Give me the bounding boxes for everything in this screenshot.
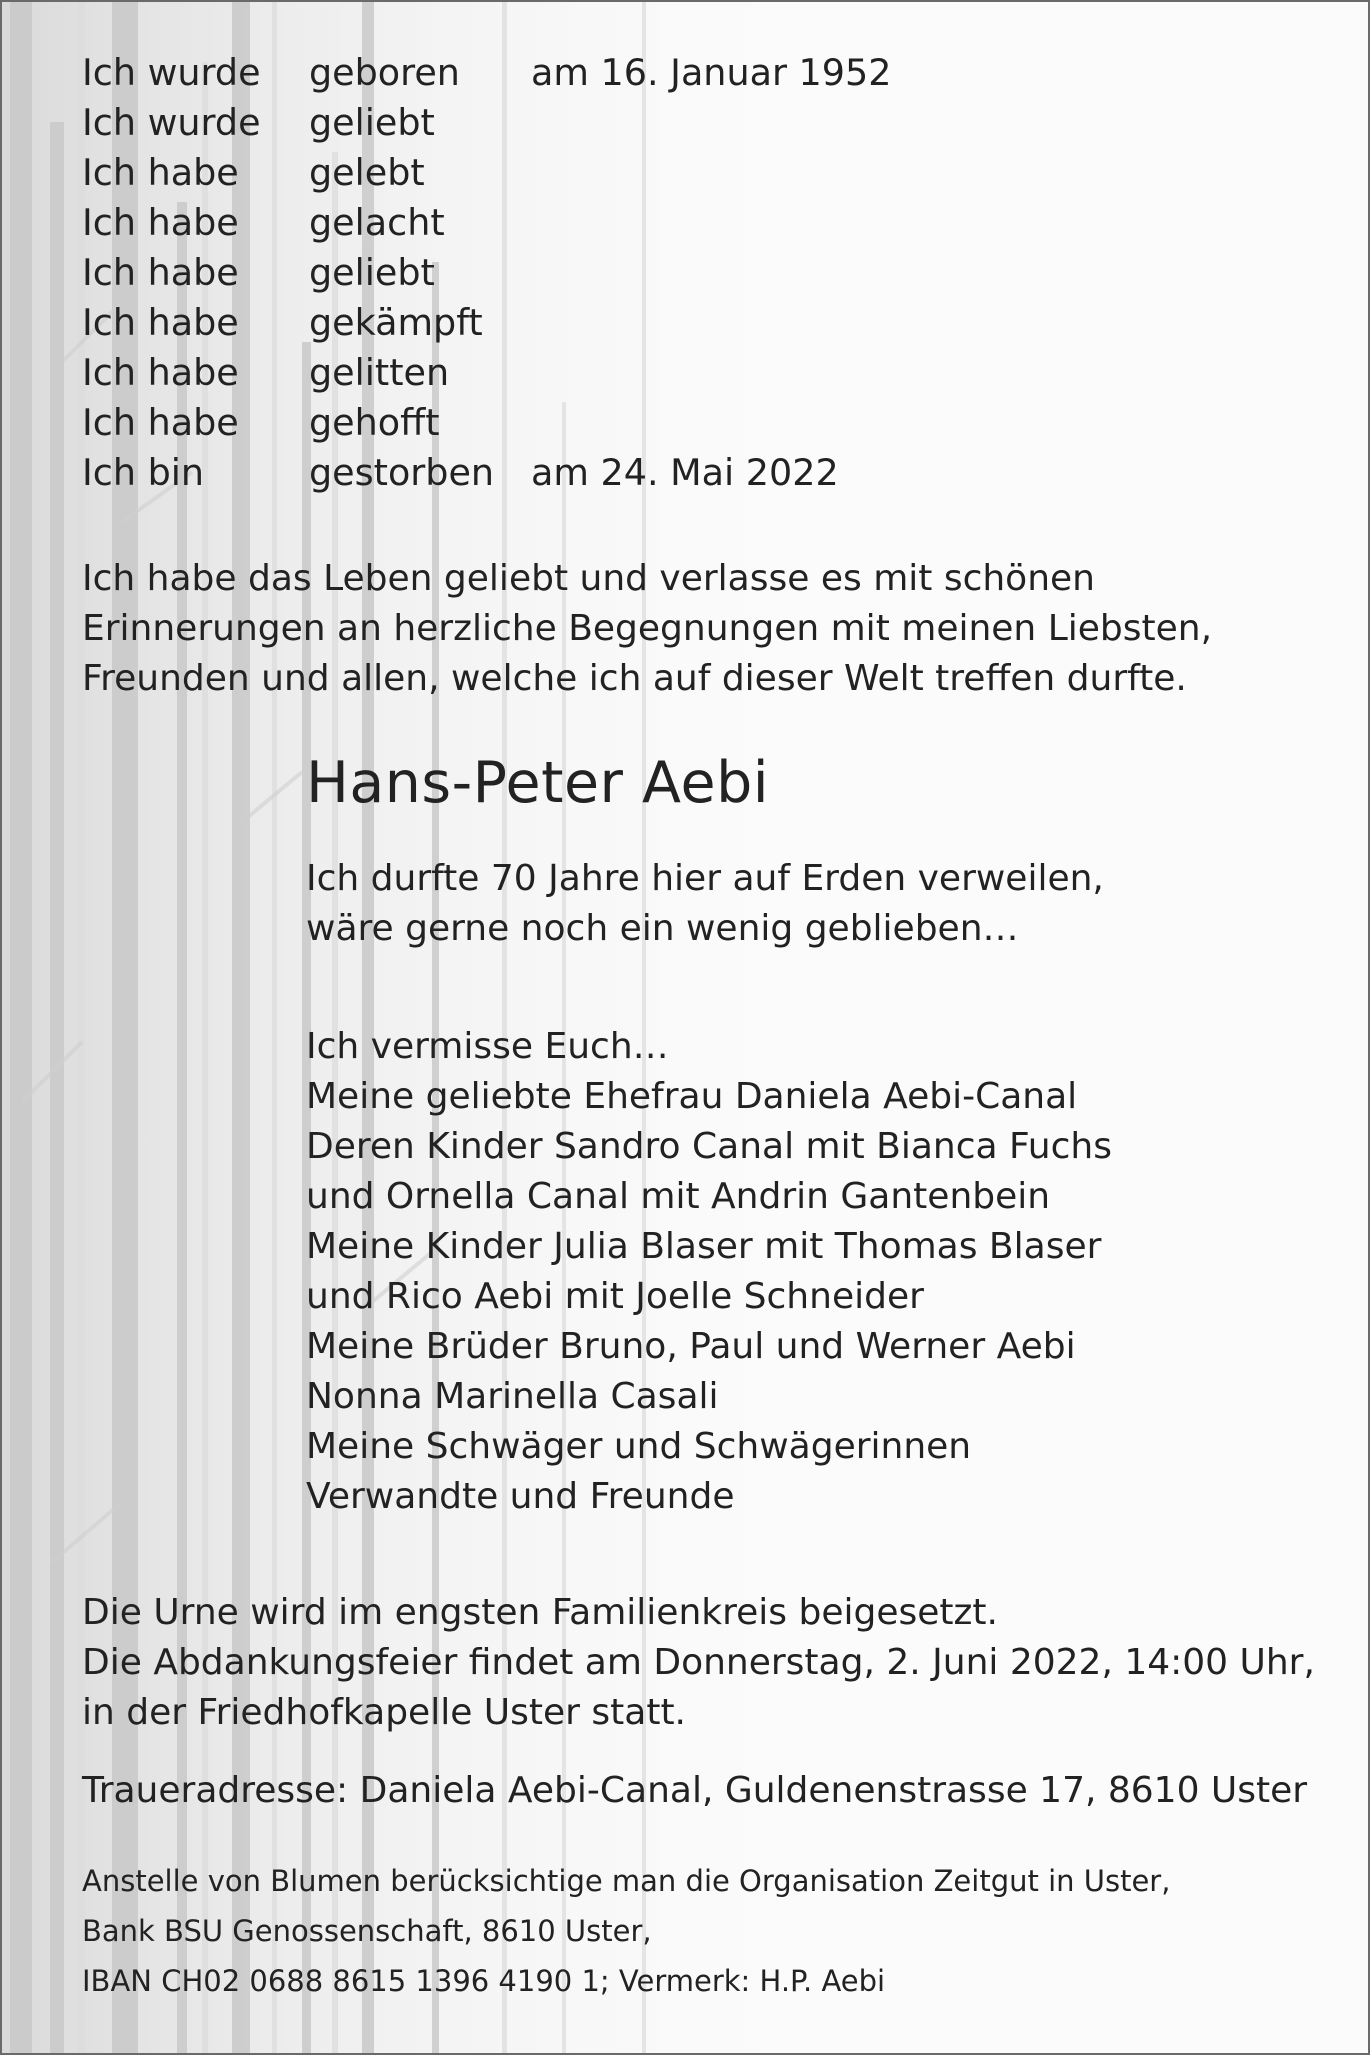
- poem-line: [82, 248, 891, 298]
- poem-verb: gelitten: [309, 351, 450, 394]
- poem-line: [82, 48, 891, 98]
- deceased-name: Hans-Peter Aebi: [306, 750, 770, 816]
- intro-line: Erinnerungen an herzliche Begegnungen mit meinen Liebsten,: [82, 608, 1213, 649]
- family-line: Deren Kinder Sandro Canal mit Bianca Fuchs: [306, 1126, 1112, 1167]
- burial-notice: [82, 1588, 1315, 1738]
- burial-line: Die Abdankungsfeier findet am Donnerstag, 2. Juni 2022, 14:00 Uhr,: [82, 1642, 1315, 1683]
- poem-subject: Ich habe: [82, 251, 239, 294]
- poem-subject: Ich habe: [82, 201, 239, 244]
- poem-subject: Ich bin: [82, 451, 205, 494]
- poem-verb: gelacht: [309, 201, 445, 244]
- poem-line: [82, 198, 891, 248]
- donation-line: IBAN CH02 0688 8615 1396 4190 1; Vermerk: H.P. Aebi: [82, 1964, 886, 1998]
- verse-paragraph: [306, 854, 1104, 954]
- poem-subject: Ich habe: [82, 351, 239, 394]
- poem-date: am 16. Januar 1952: [531, 51, 892, 94]
- verse-line: wäre gerne noch ein wenig geblieben…: [306, 908, 1019, 949]
- poem-line: [82, 148, 891, 198]
- family-line: Meine Kinder Julia Blaser mit Thomas Blaser: [306, 1226, 1102, 1267]
- poem-verb: geboren: [309, 51, 460, 94]
- family-line: und Ornella Canal mit Andrin Gantenbein: [306, 1176, 1051, 1217]
- family-line: Meine geliebte Ehefrau Daniela Aebi-Canal: [306, 1076, 1078, 1117]
- family-line: Ich vermisse Euch…: [306, 1026, 669, 1067]
- donation-line: Anstelle von Blumen berücksichtige man die Organisation Zeitgut in Uster,: [82, 1864, 1171, 1898]
- intro-line: Freunden und allen, welche ich auf dieser Welt treffen durfte.: [82, 658, 1187, 699]
- relatives-line: Verwandte und Freunde: [306, 1476, 735, 1517]
- poem-verb: gelebt: [309, 151, 425, 194]
- poem-subject: Ich wurde: [82, 51, 261, 94]
- poem-line: [82, 98, 891, 148]
- donation-line: Bank BSU Genossenschaft, 8610 Uster,: [82, 1914, 652, 1948]
- poem-line: [82, 348, 891, 398]
- family-line: Meine Schwäger und Schwägerinnen: [306, 1426, 972, 1467]
- mourning-address: Traueradresse: Daniela Aebi-Canal, Guldenenstrasse 17, 8610 Uster: [82, 1770, 1308, 1811]
- poem-verb: geliebt: [309, 101, 435, 144]
- family-list: [306, 1022, 1112, 1472]
- poem-verb: gekämpft: [309, 301, 483, 344]
- burial-line: Die Urne wird im engsten Familienkreis beigesetzt.: [82, 1592, 998, 1633]
- poem-verb: geliebt: [309, 251, 435, 294]
- intro-line: Ich habe das Leben geliebt und verlasse es mit schönen: [82, 558, 1095, 599]
- poem-line: [82, 398, 891, 448]
- family-line: Meine Brüder Bruno, Paul und Werner Aebi: [306, 1326, 1076, 1367]
- donation-note: [82, 1856, 1170, 2006]
- family-line: Nonna Marinella Casali: [306, 1376, 719, 1417]
- poem-subject: Ich habe: [82, 401, 239, 444]
- poem-line: [82, 448, 891, 498]
- poem-verb: gestorben: [309, 451, 495, 494]
- poem-subject: Ich wurde: [82, 101, 261, 144]
- poem-subject: Ich habe: [82, 301, 239, 344]
- life-poem: [82, 48, 891, 498]
- poem-line: [82, 298, 891, 348]
- poem-date: am 24. Mai 2022: [531, 451, 839, 494]
- intro-paragraph: [82, 554, 1212, 704]
- burial-line: in der Friedhofkapelle Uster statt.: [82, 1692, 687, 1733]
- poem-verb: gehofft: [309, 401, 440, 444]
- family-line: und Rico Aebi mit Joelle Schneider: [306, 1276, 924, 1317]
- verse-line: Ich durfte 70 Jahre hier auf Erden verweilen,: [306, 858, 1104, 899]
- poem-subject: Ich habe: [82, 151, 239, 194]
